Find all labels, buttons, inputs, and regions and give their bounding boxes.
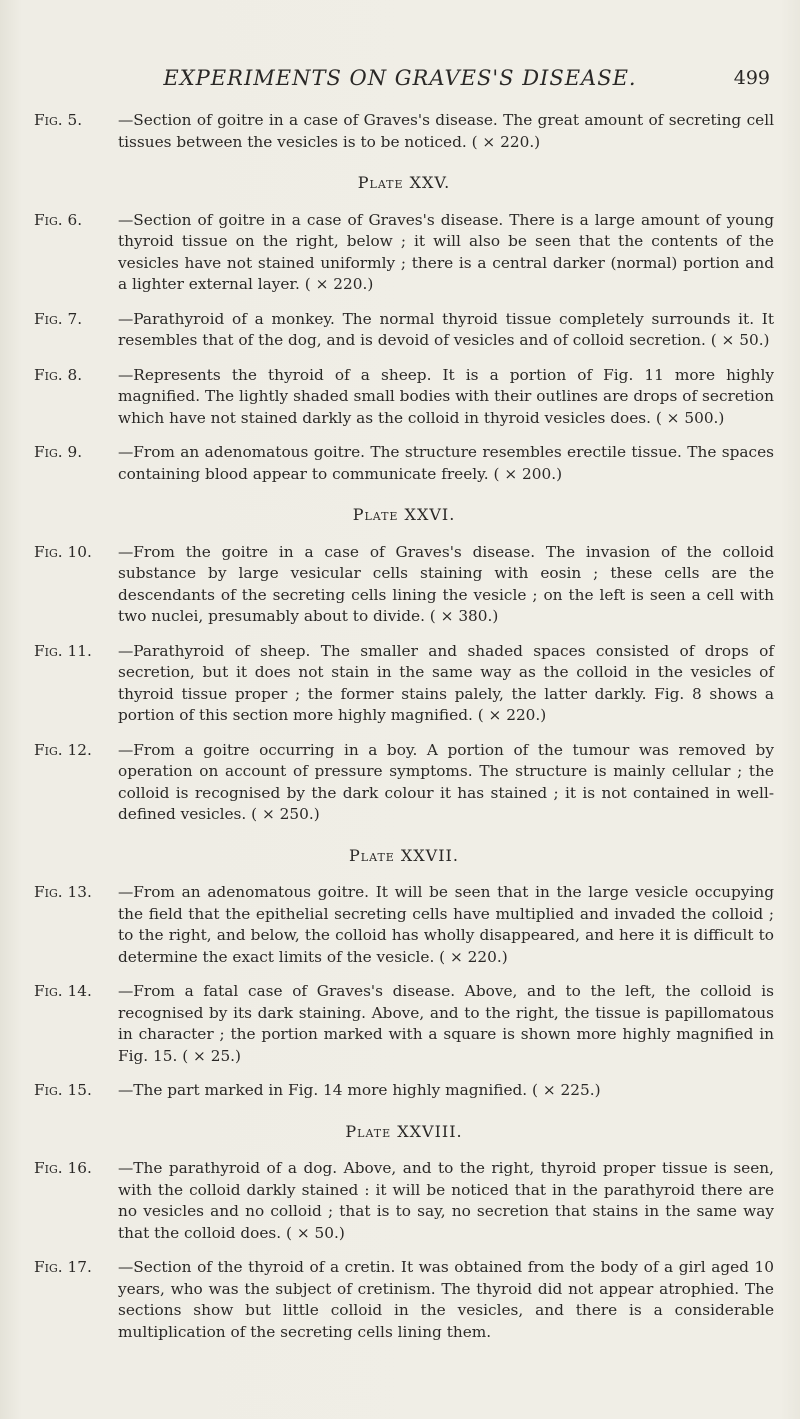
figure-entry-8 <box>34 365 774 430</box>
figure-entry-5 <box>34 110 774 153</box>
figure-text: —Section of the thyroid of a cretin. It was obtained from the body of a girl aged 10 years, who was the subject of cretinism. The thyroid did not appear atrophied. The sections show but little colloid in the vesicles, and there is a considerable multiplication of the secreting cells lining them. <box>118 1258 774 1341</box>
page-number: 499 <box>733 67 770 89</box>
figure-text: —Section of goitre in a case of Graves's disease. The great amount of secreting cell tissues between the vesicles is to be noticed. ( × 220.) <box>118 111 774 151</box>
figure-text: —Section of goitre in a case of Graves's disease. There is a large amount of young thyroid tissue on the right, below ; it will also be seen that the contents of the vesicles have not stained uniformly ; there is a central darker (normal) portion and a lighter external layer. ( × 220.) <box>118 210 774 293</box>
figure-entry-7 <box>34 309 774 352</box>
plate-heading: Plate XXVII. <box>349 845 459 865</box>
running-title: EXPERIMENTS ON GRAVES'S DISEASE. <box>163 66 637 90</box>
figure-label: Fig. 16. <box>34 1159 92 1177</box>
figure-label: Fig. 9. <box>34 443 83 461</box>
figure-label: Fig. 17. <box>34 1258 92 1276</box>
figure-text: —From a goitre occurring in a boy. A portion of the tumour was removed by operation on account of pressure symptoms. The structure is mainly cellular ; the colloid is recognised by the dark colour it has stained ; it is not contained in well-defined vesicles. ( × 250.) <box>118 740 774 823</box>
figure-text: —The parathyroid of a dog. Above, and to the right, thyroid proper tissue is seen, with the colloid darkly stained : it will be noticed that in the parathyroid there are no vesicles and no colloid ; that is to say, no secretion that stains in the same way that the colloid does. ( × 50.) <box>118 1159 774 1242</box>
page-header <box>0 66 800 96</box>
figure-label: Fig. 5. <box>34 111 83 129</box>
plate-heading: Plate XXVI. <box>352 505 456 524</box>
plate-heading: Plate XXVIII. <box>345 1121 463 1141</box>
figure-text: —Parathyroid of a monkey. The normal thyroid tissue completely surrounds it. It resembles that of the dog, and is devoid of vesicles and of colloid secretion. ( × 50.) <box>118 309 774 349</box>
figure-label: Fig. 6. <box>34 210 83 229</box>
figure-label: Fig. 12. <box>34 740 92 759</box>
figure-descriptions <box>34 110 774 1356</box>
figure-label: Fig. 11. <box>34 641 92 660</box>
figure-entry-12 <box>34 740 774 826</box>
figure-entry-15 <box>34 1080 774 1102</box>
figure-label: Fig. 7. <box>34 309 83 328</box>
figure-label: Fig. 8. <box>34 365 83 384</box>
figure-entry-6 <box>34 210 774 296</box>
figure-entry-14 <box>34 981 774 1067</box>
plate-heading: Plate XXV. <box>357 173 451 192</box>
figure-text: —Parathyroid of sheep. The smaller and shaded spaces consisted of drops of secretion, but it does not stain in the same way as the colloid in the vesicles of thyroid tissue proper ; the former stains palely, the latter darkly. Fig. 8 shows a portion of this section more highly magnified. ( × 220.) <box>118 641 774 724</box>
figure-text: —From an adenomatous goitre. The structure resembles erectile tissue. The spaces containing blood appear to communicate freely. ( × 200.) <box>118 443 774 483</box>
figure-entry-9 <box>34 442 774 485</box>
figure-entry-17 <box>34 1257 774 1343</box>
figure-text: —The part marked in Fig. 14 more highly magnified. ( × 225.) <box>118 1081 601 1099</box>
figure-text: —From a fatal case of Graves's disease. Above, and to the left, the colloid is recognised by its dark staining. Above, and to the right, the tissue is papillomatous in character ; the portion marked with a square is shown more highly magnified in Fig. 15. ( × 25.) <box>118 982 774 1065</box>
figure-text: —Represents the thyroid of a sheep. It is a portion of Fig. 11 more highly magnified. The lightly shaded small bodies with their outlines are drops of secretion which have not stained darkly as the colloid in thyroid vesicles does. ( × 500.) <box>118 365 774 427</box>
figure-entry-13 <box>34 882 774 968</box>
figure-label: Fig. 13. <box>34 883 92 901</box>
figure-entry-11 <box>34 641 774 727</box>
figure-entry-16 <box>34 1158 774 1244</box>
figure-entry-10 <box>34 542 774 628</box>
figure-label: Fig. 10. <box>34 542 92 561</box>
figure-text: —From an adenomatous goitre. It will be seen that in the large vesicle occupying the field that the epithelial secreting cells have multiplied and invaded the colloid ; to the right, and below, the colloid has wholly disappeared, and here it is difficult to determine the exact limits of the vesicle. ( × 220.) <box>118 883 774 966</box>
figure-label: Fig. 15. <box>34 1081 92 1099</box>
figure-text: —From the goitre in a case of Graves's disease. The invasion of the colloid substance by large vesicular cells staining with eosin ; these cells are the descendants of the secreting cells lining the vesicle ; on the left is seen a cell with two nuclei, presumably about to divide. ( × 380.) <box>118 542 774 625</box>
figure-label: Fig. 14. <box>34 982 92 1000</box>
